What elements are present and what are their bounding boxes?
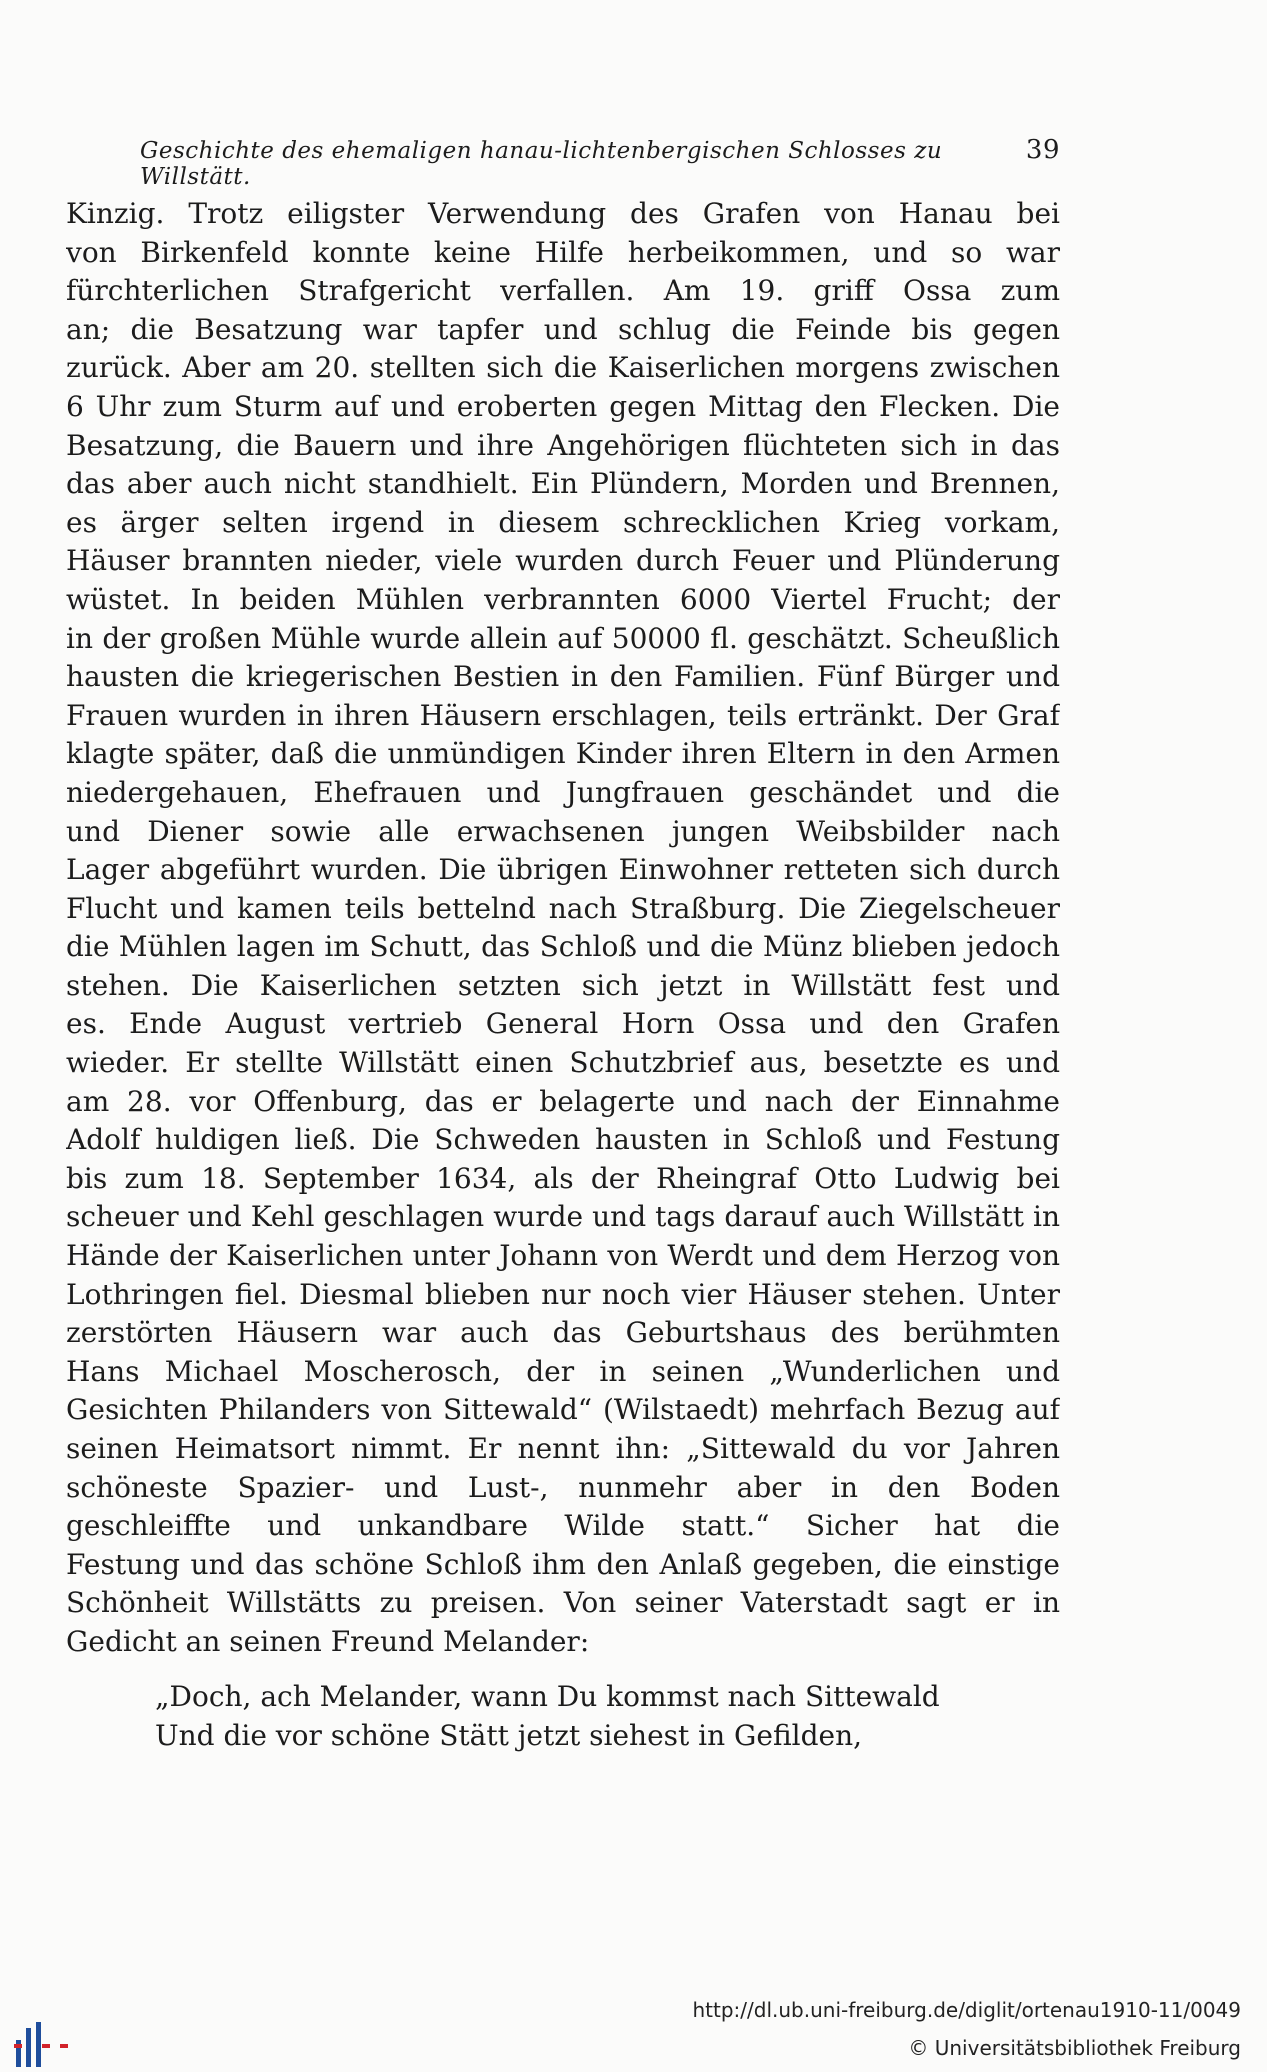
text-line: Flucht und kamen teils bettelnd nach Straßburg. Die Ziegelscheuer (66, 891, 1060, 925)
text-line: Lager abgeführt wurden. Die übrigen Einwohner retteten sich durch (66, 853, 1060, 887)
text-line: seinen Heimatsort nimmt. Er nennt ihn: „Sittewald du vor Jahren (66, 1432, 1060, 1465)
source-url-link[interactable]: http://dl.ub.uni-freiburg.de/diglit/ortenau1910-11/0049 (692, 1998, 1241, 2022)
text-line: die Mühlen lagen im Schutt, das Schloß und die Münz blieben jedoch (66, 930, 1060, 964)
text-line: schöneste Spazier- und Lust-, nunmehr aber in den Boden (66, 1470, 1060, 1504)
library-logo-icon (12, 2022, 82, 2067)
text-line: Häuser brannten nieder, viele wurden durch Feuer und Plünderung (66, 544, 1060, 578)
text-line: Schönheit Willstätts zu preisen. Von seiner Vaterstadt sagt er in (66, 1586, 1060, 1620)
text-line: Gesichten Philanders von Sittewald“ (Wilstaedt) mehrfach Bezug auf (66, 1393, 1060, 1427)
text-line: Besatzung, die Bauern und ihre Angehörigen flüchteten sich in das (66, 428, 1060, 462)
page-number: 39 (1025, 135, 1060, 165)
text-line: Festung und das schöne Schloß ihm den Anlaß gegeben, die einstige (66, 1547, 1060, 1581)
text-line: scheuer und Kehl geschlagen wurde und tags darauf auch Willstätt in (66, 1200, 1060, 1234)
text-line: zurück. Aber am 20. stellten sich die Kaiserlichen morgens zwischen (66, 351, 1060, 385)
body-paragraph (66, 195, 1060, 1662)
text-line: 6 Uhr zum Sturm auf und eroberten gegen Mittag den Flecken. Die (66, 389, 1060, 423)
text-line: am 28. vor Offenburg, das er belagerte und nach der Einnahme (66, 1084, 1060, 1118)
text-line: Kinzig. Trotz eiligster Verwendung des Grafen von Hanau bei (66, 197, 1060, 230)
text-line: in der großen Mühle wurde allein auf 50000 fl. geschätzt. Scheußlich (66, 621, 1060, 655)
quote-line: Und die vor schöne Stätt jetzt siehest in Gefilden, (155, 1718, 863, 1752)
copyright-notice: © Universitätsbibliothek Freiburg (908, 2036, 1241, 2060)
text-line: es. Ende August vertrieb General Horn Ossa und den Grafen (66, 1007, 1060, 1041)
page-header (140, 135, 1060, 190)
text-line: Hände der Kaiserlichen unter Johann von Werdt und dem Herzog von (66, 1239, 1060, 1273)
text-line: Adolf huldigen ließ. Die Schweden hausten in Schloß und Festung (66, 1123, 1060, 1157)
text-line: an; die Besatzung war tapfer und schlug die Feinde bis gegen (66, 312, 1060, 346)
text-line: geschleiffte und unkandbare Wilde statt.“ Sicher hat die (66, 1509, 1060, 1543)
running-title: Geschichte des ehemaligen hanau-lichtenbergischen Schlosses zu Willstätt. (140, 138, 943, 190)
text-line: das aber auch nicht standhielt. Ein Plündern, Morden und Brennen, (66, 467, 1060, 501)
text-line: Gedicht an seinen Freund Melander: (66, 1624, 590, 1658)
text-line: fürchterlichen Strafgericht verfallen. Am 19. griff Ossa zum (66, 274, 1060, 308)
text-line: Hans Michael Moscherosch, der in seinen „Wunderlichen und (66, 1354, 1060, 1388)
poem-quote (155, 1678, 1015, 1755)
text-line: klagte später, daß die unmündigen Kinder ihren Eltern in den Armen (66, 737, 1060, 771)
text-line: von Birkenfeld konnte keine Hilfe herbeikommen, und so war (66, 235, 1060, 269)
text-line: Frauen wurden in ihren Häusern erschlagen, teils ertränkt. Der Graf (66, 698, 1060, 732)
text-line: hausten die kriegerischen Bestien in den Familien. Fünf Bürger und (66, 660, 1060, 694)
quote-line: „Doch, ach Melander, wann Du kommst nach Sittewald (155, 1680, 940, 1713)
text-line: bis zum 18. September 1634, als der Rheingraf Otto Ludwig bei (66, 1161, 1060, 1195)
text-line: wüstet. In beiden Mühlen verbrannten 6000 Viertel Frucht; der (66, 582, 1060, 616)
text-line: wieder. Er stellte Willstätt einen Schutzbrief aus, besetzte es und (66, 1046, 1060, 1080)
text-line: zerstörten Häusern war auch das Geburtshaus des berühmten (66, 1316, 1060, 1350)
text-line: niedergehauen, Ehefrauen und Jungfrauen geschändet und die (66, 775, 1060, 809)
text-line: es ärger selten irgend in diesem schrecklichen Krieg vorkam, (66, 505, 1060, 539)
text-line: und Diener sowie alle erwachsenen jungen Weibsbilder nach (66, 814, 1060, 848)
text-line: Lothringen fiel. Diesmal blieben nur noch vier Häuser stehen. Unter (66, 1277, 1060, 1311)
text-line: stehen. Die Kaiserlichen setzten sich jetzt in Willstätt fest und (66, 968, 1060, 1002)
